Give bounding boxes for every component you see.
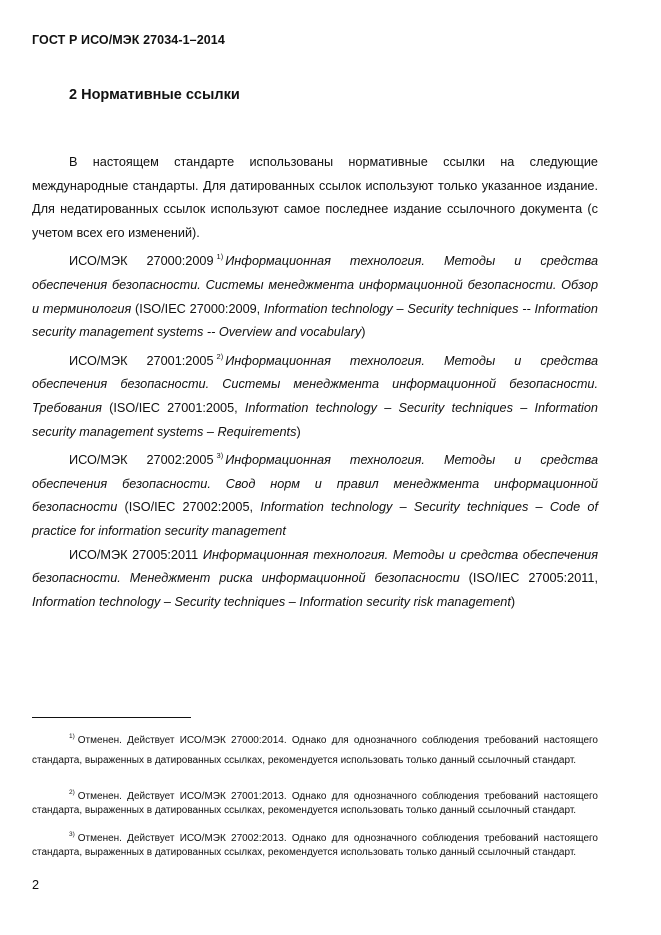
reference-code: ИСО/МЭК 27002:2005 [69,453,214,468]
reference-code: ИСО/МЭК 27005:2011 [69,547,199,562]
page-number: 2 [32,878,40,892]
reference-title-en: Information technology – Security techniques – Code of practice for information security management [32,500,598,538]
footnote [32,828,598,859]
footnote-mark: 2) [69,789,75,796]
reference-title-ru: Информационная технология. Методы и средства обеспечения безопасности. Свод норм и правил менеджмента информационной безопасности [32,453,598,515]
reference-code: ИСО/МЭК 27000:2009 [69,254,214,269]
reference-item: ИСО/МЭК 27000:2009 $^{1)}$ Информационная технология. Методы и средства обеспечения безопасности. Системы менеджмента информационной безопасности. Обзор и терминология (ISO/IEC 27000:2009, Information technology – Security techniques -- Information security management systems -- Overview and vocabulary) [32,252,598,340]
section-title: 2 Нормативные ссылки [69,87,240,103]
reference-title-ru: Информационная технология. Методы и средства обеспечения безопасности. Менеджмент риска информационной безопасности [32,547,599,586]
reference-code-en: ISO/IEC 27002:2005, [128,500,254,515]
reference-title-ru: Информационная технология. Методы и средства обеспечения безопасности. Системы менеджмента информационной безопасности. Требования [32,353,598,415]
footnote [32,727,598,771]
references-body [32,151,598,614]
footnote-marker: 1) [216,252,224,262]
reference-title-ru: Информационная технология. Методы и средства обеспечения безопасности. Системы менеджмента информационной безопасности. Обзор и терминология [32,254,598,316]
reference-code: ИСО/МЭК 27001:2005 [69,353,214,368]
reference-item: ИСО/МЭК 27002:2005 $^{3)}$ Информационная технология. Методы и средства обеспечения безопасности. Свод норм и правил менеджмента информационной безопасности (ISO/IEC 27002:2005, Information technology – Security techniques – Code of practice for information security management [32,451,598,538]
footnote-text: Отменен. Действует ИСО/МЭК 27001:2013. Однако для однозначного соблюдения требований настоящего стандарта, выраженных в датированных ссылках, рекомендуется использовать только данный ссылочный стандарт. [32,791,598,816]
reference-item: ИСО/МЭК 27001:2005 $^{2)}$ Информационная технология. Методы и средства обеспечения безопасности. Системы менеджмента информационной безопасности. Требования (ISO/IEC 27001:2005, Information technology – Security techniques – Information security management systems – Requirements) [32,351,598,439]
reference-item: ИСО/МЭК 27005:2011 Информационная технология. Методы и средства обеспечения безопасности. Менеджмент риска информационной безопасности (ISO/IEC 27005:2011, Information technology – Security techniques – Information security risk management) [32,547,599,609]
footnote-mark: 1) [69,733,75,740]
footnote-separator [32,717,191,718]
reference-code-en: ISO/IEC 27005:2011, [472,571,598,586]
standard-header: ГОСТ Р ИСО/МЭК 27034-1–2014 [32,33,225,47]
reference-code-en: ISO/IEC 27000:2009, [139,301,261,316]
intro-paragraph: В настоящем стандарте использованы нормативные ссылки на следующие международные стандарты. Для датированных ссылок используют только указанное издание. Для недатированных ссылок используют самое последнее издание ссылочного документа (с учетом всех его изменений). [32,155,598,240]
footnote-text: Отменен. Действует ИСО/МЭК 27000:2014. Однако для однозначного соблюдения требований настоящего стандарта, выраженных в датированных ссылках, рекомендуется использовать только данный ссылочный стандарт. [32,735,598,766]
footnote [32,786,598,817]
footnote-marker: 2) [216,351,224,361]
reference-title-en: Information technology – Security techniques – Information security management systems – Requirements [32,400,598,439]
footnote-text: Отменен. Действует ИСО/МЭК 27002:2013. Однако для однозначного соблюдения требований настоящего стандарта, выраженных в датированных ссылках, рекомендуется использовать только данный ссылочный стандарт. [32,833,598,858]
footnote-mark: 3) [69,831,75,838]
reference-code-en: ISO/IEC 27001:2005, [113,400,238,415]
reference-title-en: Information technology – Security techniques – Information security risk management [32,594,511,609]
reference-title-en: Information technology – Security techniques -- Information security management systems -- Overview and vocabulary [32,301,598,340]
footnote-marker: 3) [216,451,224,461]
